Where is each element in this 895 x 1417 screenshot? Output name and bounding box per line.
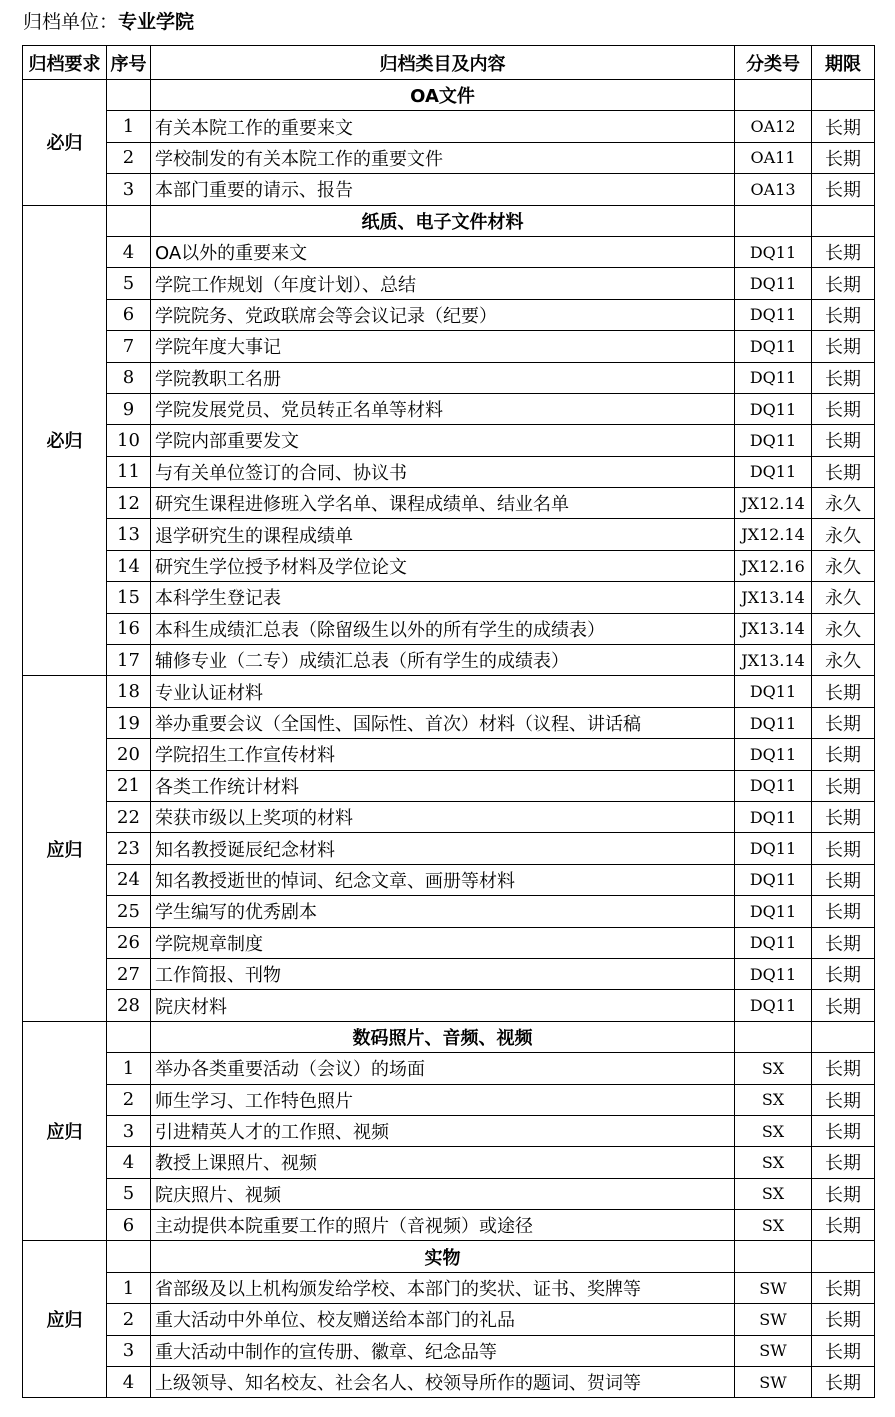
section-number-cell — [107, 80, 151, 111]
item-code: DQ11 — [735, 864, 812, 895]
table-row — [23, 958, 875, 989]
item-content: 教授上课照片、视频 — [151, 1147, 735, 1178]
item-content: 师生学习、工作特色照片 — [151, 1084, 735, 1115]
header-term: 期限 — [812, 46, 875, 80]
item-code: DQ11 — [735, 770, 812, 801]
table-row — [23, 519, 875, 550]
item-content: 举办各类重要活动（会议）的场面 — [151, 1053, 735, 1084]
item-term: 长期 — [812, 299, 875, 330]
item-code: DQ11 — [735, 362, 812, 393]
header-requirement: 归档要求 — [23, 46, 107, 80]
item-number: 20 — [107, 739, 151, 770]
item-term: 长期 — [812, 1147, 875, 1178]
item-term: 永久 — [812, 613, 875, 644]
table-row — [23, 362, 875, 393]
item-code: DQ11 — [735, 927, 812, 958]
item-term: 长期 — [812, 864, 875, 895]
table-row — [23, 1272, 875, 1303]
item-number: 12 — [107, 488, 151, 519]
section-title: 纸质、电子文件材料 — [151, 205, 735, 236]
item-number: 14 — [107, 550, 151, 581]
item-term: 长期 — [812, 1178, 875, 1209]
item-term: 长期 — [812, 1053, 875, 1084]
item-content: 辅修专业（二专）成绩汇总表（所有学生的成绩表） — [151, 645, 735, 676]
item-code: DQ11 — [735, 833, 812, 864]
item-number: 16 — [107, 613, 151, 644]
section-term-cell — [812, 1021, 875, 1052]
table-row — [23, 864, 875, 895]
item-content: 主动提供本院重要工作的照片（音视频）或途径 — [151, 1210, 735, 1241]
item-number: 5 — [107, 268, 151, 299]
item-code: DQ11 — [735, 739, 812, 770]
item-code: DQ11 — [735, 958, 812, 989]
item-code: JX12.14 — [735, 519, 812, 550]
item-code: DQ11 — [735, 425, 812, 456]
item-term: 永久 — [812, 582, 875, 613]
section-term-cell — [812, 205, 875, 236]
item-content: 工作简报、刊物 — [151, 958, 735, 989]
item-content: 引进精英人才的工作照、视频 — [151, 1115, 735, 1146]
table-row — [23, 896, 875, 927]
item-term: 长期 — [812, 236, 875, 267]
item-number: 3 — [107, 174, 151, 205]
item-term: 长期 — [812, 1084, 875, 1115]
item-code: OA11 — [735, 142, 812, 173]
item-term: 长期 — [812, 425, 875, 456]
item-term: 长期 — [812, 1272, 875, 1303]
section-term-cell — [812, 80, 875, 111]
item-term: 长期 — [812, 268, 875, 299]
item-number: 4 — [107, 236, 151, 267]
item-code: OA13 — [735, 174, 812, 205]
item-content: 学院招生工作宣传材料 — [151, 739, 735, 770]
section-term-cell — [812, 1241, 875, 1272]
item-content: 学院院务、党政联席会等会议记录（纪要） — [151, 299, 735, 330]
item-number: 10 — [107, 425, 151, 456]
item-code: JX13.14 — [735, 613, 812, 644]
item-number: 24 — [107, 864, 151, 895]
item-term: 长期 — [812, 174, 875, 205]
section-code-cell — [735, 80, 812, 111]
item-term: 长期 — [812, 362, 875, 393]
item-content: 知名教授逝世的悼词、纪念文章、画册等材料 — [151, 864, 735, 895]
item-content: 省部级及以上机构颁发给学校、本部门的奖状、证书、奖牌等 — [151, 1272, 735, 1303]
requirement-cell: 应归 — [23, 676, 107, 1021]
item-term: 长期 — [812, 770, 875, 801]
archive-table — [22, 45, 875, 1398]
table-row — [23, 174, 875, 205]
header-code: 分类号 — [735, 46, 812, 80]
item-content: 学院教职工名册 — [151, 362, 735, 393]
item-code: DQ11 — [735, 990, 812, 1021]
item-term: 长期 — [812, 927, 875, 958]
item-code: DQ11 — [735, 456, 812, 487]
item-number: 3 — [107, 1115, 151, 1146]
item-content: 专业认证材料 — [151, 676, 735, 707]
item-number: 13 — [107, 519, 151, 550]
item-number: 8 — [107, 362, 151, 393]
archive-unit-value: 专业学院 — [118, 11, 195, 33]
item-term: 长期 — [812, 331, 875, 362]
item-number: 2 — [107, 1304, 151, 1335]
item-code: SW — [735, 1304, 812, 1335]
item-number: 22 — [107, 801, 151, 832]
archive-unit-header — [23, 10, 194, 34]
archive-unit-label: 归档单位： — [23, 11, 119, 33]
item-content: OA以外的重要来文 — [151, 236, 735, 267]
item-content: 有关本院工作的重要来文 — [151, 111, 735, 142]
table-row — [23, 582, 875, 613]
table-row — [23, 1053, 875, 1084]
section-row — [23, 1021, 875, 1052]
item-term: 长期 — [812, 142, 875, 173]
item-number: 2 — [107, 142, 151, 173]
item-code: DQ11 — [735, 268, 812, 299]
item-term: 长期 — [812, 456, 875, 487]
table-row — [23, 488, 875, 519]
item-number: 4 — [107, 1147, 151, 1178]
table-row — [23, 142, 875, 173]
table-row — [23, 770, 875, 801]
item-term: 永久 — [812, 645, 875, 676]
table-row — [23, 739, 875, 770]
item-number: 15 — [107, 582, 151, 613]
item-code: SX — [735, 1053, 812, 1084]
item-content: 本科生成绩汇总表（除留级生以外的所有学生的成绩表） — [151, 613, 735, 644]
item-number: 3 — [107, 1335, 151, 1366]
item-term: 永久 — [812, 488, 875, 519]
item-content: 学院年度大事记 — [151, 331, 735, 362]
section-row — [23, 205, 875, 236]
item-code: DQ11 — [735, 896, 812, 927]
table-row — [23, 299, 875, 330]
table-row — [23, 1178, 875, 1209]
header-number: 序号 — [107, 46, 151, 80]
item-code: DQ11 — [735, 707, 812, 738]
item-number: 1 — [107, 1053, 151, 1084]
item-number: 23 — [107, 833, 151, 864]
item-number: 25 — [107, 896, 151, 927]
item-number: 27 — [107, 958, 151, 989]
item-term: 长期 — [812, 739, 875, 770]
table-row — [23, 331, 875, 362]
item-code: SX — [735, 1115, 812, 1146]
item-content: 学院工作规划（年度计划）、总结 — [151, 268, 735, 299]
item-term: 永久 — [812, 519, 875, 550]
section-row — [23, 80, 875, 111]
section-number-cell — [107, 1241, 151, 1272]
section-number-cell — [107, 205, 151, 236]
section-code-cell — [735, 205, 812, 236]
table-row — [23, 1335, 875, 1366]
requirement-cell: 必归 — [23, 80, 107, 206]
item-code: SX — [735, 1210, 812, 1241]
header-item: 归档类目及内容 — [151, 46, 735, 80]
item-code: DQ11 — [735, 331, 812, 362]
item-content: 退学研究生的课程成绩单 — [151, 519, 735, 550]
item-content: 院庆材料 — [151, 990, 735, 1021]
table-row — [23, 707, 875, 738]
item-number: 28 — [107, 990, 151, 1021]
archive-table-body — [23, 46, 875, 1398]
item-content: 院庆照片、视频 — [151, 1178, 735, 1209]
item-content: 重大活动中制作的宣传册、徽章、纪念品等 — [151, 1335, 735, 1366]
item-content: 学院发展党员、党员转正名单等材料 — [151, 393, 735, 424]
item-number: 4 — [107, 1367, 151, 1398]
table-row — [23, 927, 875, 958]
item-code: SW — [735, 1335, 812, 1366]
section-title: OA文件 — [151, 80, 735, 111]
item-content: 重大活动中外单位、校友赠送给本部门的礼品 — [151, 1304, 735, 1335]
table-row — [23, 1115, 875, 1146]
table-header-row — [23, 46, 875, 80]
table-row — [23, 1367, 875, 1398]
item-code: SW — [735, 1367, 812, 1398]
item-code: JX13.14 — [735, 582, 812, 613]
table-row — [23, 1210, 875, 1241]
item-code: DQ11 — [735, 299, 812, 330]
item-content: 研究生课程进修班入学名单、课程成绩单、结业名单 — [151, 488, 735, 519]
item-term: 长期 — [812, 833, 875, 864]
item-content: 学校制发的有关本院工作的重要文件 — [151, 142, 735, 173]
table-row — [23, 111, 875, 142]
section-number-cell — [107, 1021, 151, 1052]
section-code-cell — [735, 1241, 812, 1272]
item-content: 学院规章制度 — [151, 927, 735, 958]
table-row — [23, 236, 875, 267]
item-content: 本部门重要的请示、报告 — [151, 174, 735, 205]
item-number: 6 — [107, 1210, 151, 1241]
section-row — [23, 1241, 875, 1272]
table-row — [23, 645, 875, 676]
item-code: JX13.14 — [735, 645, 812, 676]
table-row — [23, 425, 875, 456]
item-code: SX — [735, 1147, 812, 1178]
item-number: 26 — [107, 927, 151, 958]
item-term: 长期 — [812, 707, 875, 738]
item-number: 1 — [107, 111, 151, 142]
table-row — [23, 550, 875, 581]
item-number: 7 — [107, 331, 151, 362]
item-number: 21 — [107, 770, 151, 801]
item-term: 长期 — [812, 990, 875, 1021]
item-content: 知名教授诞辰纪念材料 — [151, 833, 735, 864]
table-row — [23, 1084, 875, 1115]
item-term: 长期 — [812, 676, 875, 707]
item-content: 荣获市级以上奖项的材料 — [151, 801, 735, 832]
item-term: 长期 — [812, 801, 875, 832]
item-number: 18 — [107, 676, 151, 707]
item-code: JX12.14 — [735, 488, 812, 519]
item-content: 学生编写的优秀剧本 — [151, 896, 735, 927]
item-content: 举办重要会议（全国性、国际性、首次）材料（议程、讲话稿 — [151, 707, 735, 738]
table-row — [23, 990, 875, 1021]
item-content: 学院内部重要发文 — [151, 425, 735, 456]
item-content: 与有关单位签订的合同、协议书 — [151, 456, 735, 487]
requirement-cell: 应归 — [23, 1241, 107, 1398]
item-term: 长期 — [812, 1115, 875, 1146]
table-row — [23, 393, 875, 424]
item-term: 永久 — [812, 550, 875, 581]
item-term: 长期 — [812, 1367, 875, 1398]
item-term: 长期 — [812, 896, 875, 927]
item-number: 2 — [107, 1084, 151, 1115]
table-row — [23, 676, 875, 707]
requirement-cell: 应归 — [23, 1021, 107, 1241]
section-code-cell — [735, 1021, 812, 1052]
item-term: 长期 — [812, 1304, 875, 1335]
item-content: 本科学生登记表 — [151, 582, 735, 613]
table-row — [23, 613, 875, 644]
table-row — [23, 801, 875, 832]
item-number: 5 — [107, 1178, 151, 1209]
table-row — [23, 833, 875, 864]
item-number: 1 — [107, 1272, 151, 1303]
item-number: 9 — [107, 393, 151, 424]
item-content: 上级领导、知名校友、社会名人、校领导所作的题词、贺词等 — [151, 1367, 735, 1398]
item-code: SX — [735, 1084, 812, 1115]
item-number: 11 — [107, 456, 151, 487]
table-row — [23, 1147, 875, 1178]
item-term: 长期 — [812, 1210, 875, 1241]
item-term: 长期 — [812, 958, 875, 989]
item-number: 17 — [107, 645, 151, 676]
section-title: 实物 — [151, 1241, 735, 1272]
item-code: JX12.16 — [735, 550, 812, 581]
section-title: 数码照片、音频、视频 — [151, 1021, 735, 1052]
item-code: SX — [735, 1178, 812, 1209]
item-code: SW — [735, 1272, 812, 1303]
item-content: 研究生学位授予材料及学位论文 — [151, 550, 735, 581]
item-code: DQ11 — [735, 801, 812, 832]
table-row — [23, 456, 875, 487]
item-number: 19 — [107, 707, 151, 738]
item-number: 6 — [107, 299, 151, 330]
item-code: DQ11 — [735, 676, 812, 707]
item-term: 长期 — [812, 393, 875, 424]
item-code: DQ11 — [735, 236, 812, 267]
requirement-cell: 必归 — [23, 205, 107, 676]
item-term: 长期 — [812, 111, 875, 142]
item-code: OA12 — [735, 111, 812, 142]
table-row — [23, 268, 875, 299]
item-term: 长期 — [812, 1335, 875, 1366]
item-content: 各类工作统计材料 — [151, 770, 735, 801]
table-row — [23, 1304, 875, 1335]
item-code: DQ11 — [735, 393, 812, 424]
